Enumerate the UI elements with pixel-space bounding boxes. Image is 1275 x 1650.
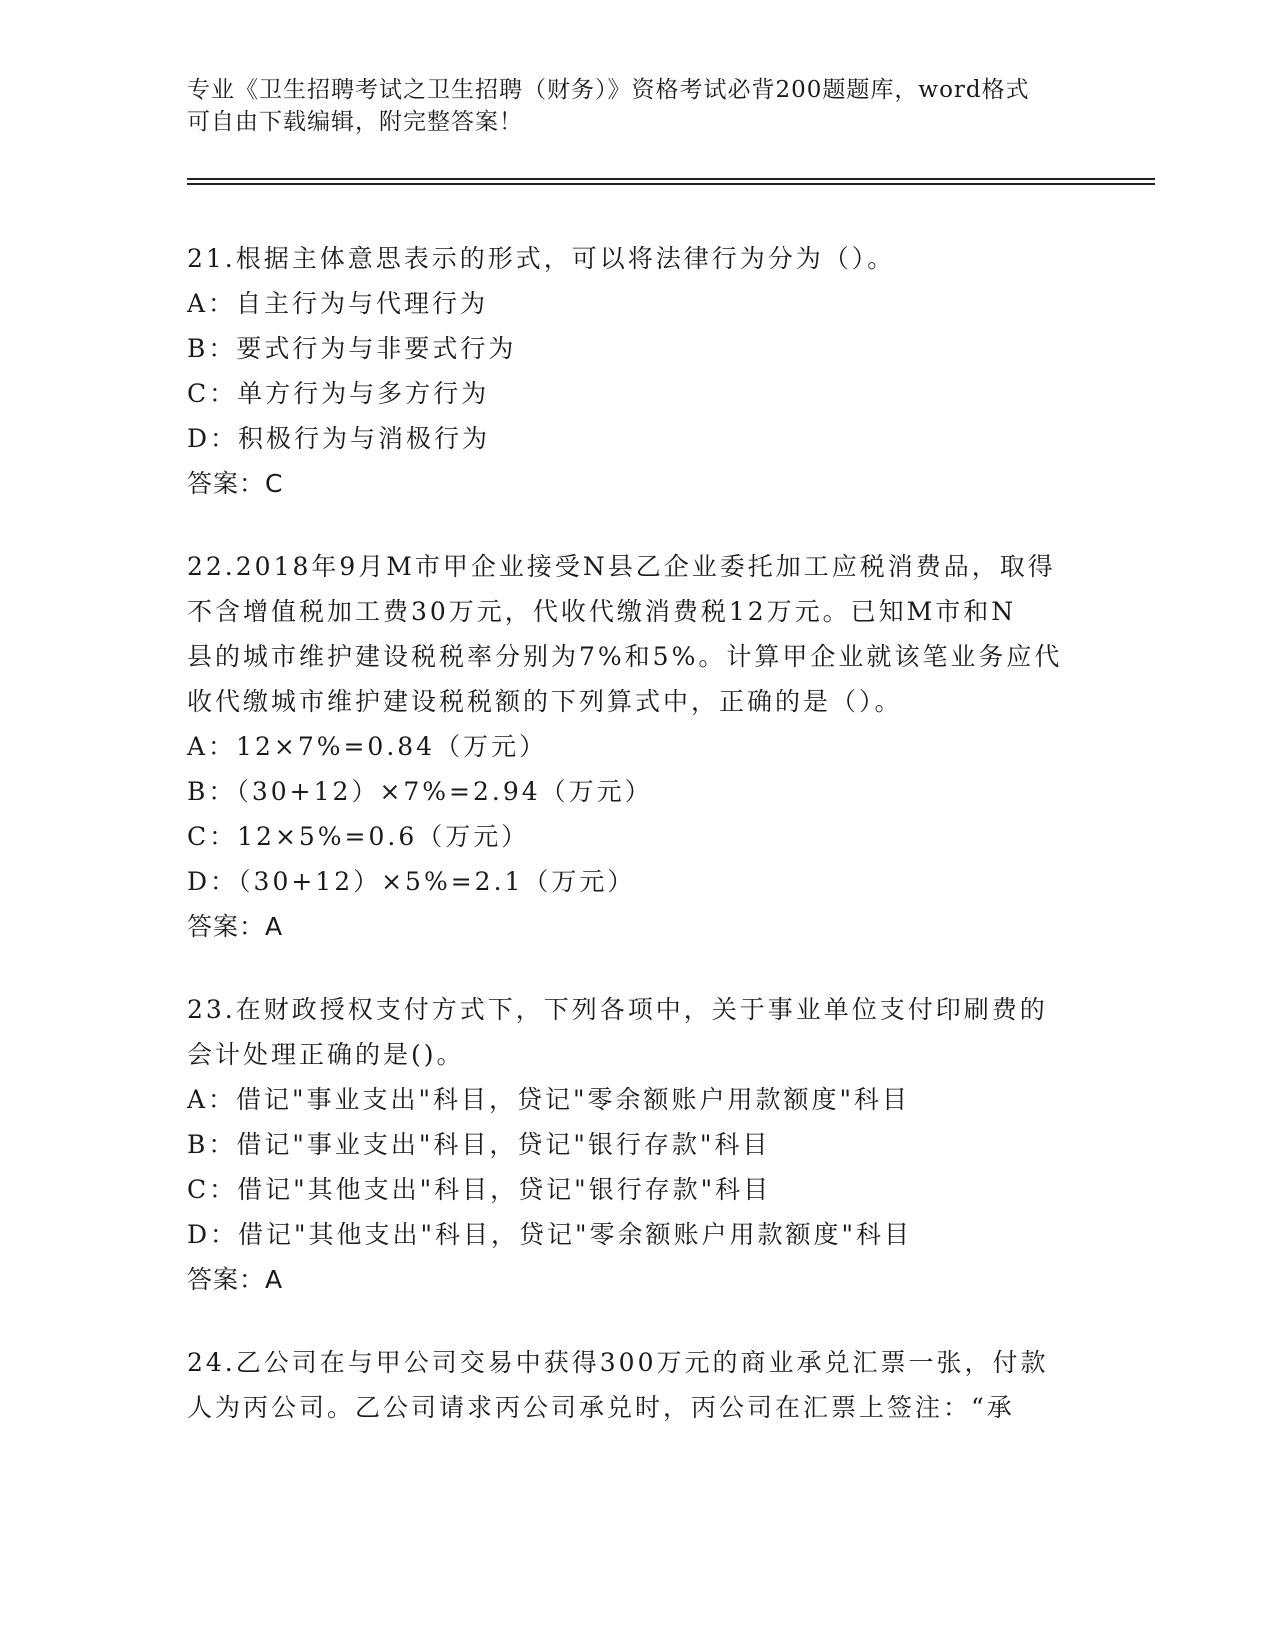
option-c: C：借记"其他支出"科目，贷记"银行存款"科目 <box>187 1175 772 1204</box>
option-d: D：借记"其他支出"科目，贷记"零余额账户用款额度"科目 <box>187 1220 913 1249</box>
header-divider-bottom <box>187 183 1155 185</box>
question-stem-line: 24.乙公司在与甲公司交易中获得300万元的商业承兑汇票一张，付款 <box>187 1348 1049 1377</box>
question-stem-line: 23.在财政授权支付方式下，下列各项中，关于事业单位支付印刷费的 <box>187 995 1048 1024</box>
question-21 <box>187 236 1087 506</box>
question-stem-line: 人为丙公司。乙公司请求丙公司承兑时，丙公司在汇票上签注：“承 <box>187 1393 1015 1422</box>
option-b: B：要式行为与非要式行为 <box>187 334 517 363</box>
question-23 <box>187 987 1087 1302</box>
answer: 答案：C <box>187 469 284 498</box>
document-header <box>187 74 1087 138</box>
answer: 答案：A <box>187 1265 284 1294</box>
option-b: B：借记"事业支出"科目，贷记"银行存款"科目 <box>187 1130 771 1159</box>
header-line-2: 可自由下载编辑，附完整答案！ <box>187 109 523 135</box>
question-24 <box>187 1340 1087 1430</box>
question-list <box>187 236 1087 1468</box>
option-a: A：借记"事业支出"科目，贷记"零余额账户用款额度"科目 <box>187 1085 911 1114</box>
header-divider-top <box>187 178 1155 180</box>
option-d: D：（30+12）×5%=2.1（万元） <box>187 867 636 896</box>
option-a: A：自主行为与代理行为 <box>187 289 489 318</box>
option-c: C：单方行为与多方行为 <box>187 379 490 408</box>
question-stem-line: 不含增值税加工费30万元，代收代缴消费税12万元。已知M市和N <box>187 597 1017 626</box>
answer: 答案：A <box>187 912 284 941</box>
question-stem-line: 21.根据主体意思表示的形式，可以将法律行为分为（）。 <box>187 244 896 273</box>
header-line-1: 专业《卫生招聘考试之卫生招聘（财务）》资格考试必背200题题库，word格式 <box>187 77 1030 103</box>
option-b: B：（30+12）×7%=2.94（万元） <box>187 777 653 806</box>
option-d: D：积极行为与消极行为 <box>187 424 491 453</box>
question-stem-line: 县的城市维护建设税税率分别为7%和5%。计算甲企业就该笔业务应代 <box>187 642 1063 671</box>
question-stem-line: 收代缴城市维护建设税税额的下列算式中，正确的是（）。 <box>187 687 903 716</box>
question-stem-line: 会计处理正确的是()。 <box>187 1040 465 1069</box>
option-a: A：12×7%=0.84（万元） <box>187 732 548 761</box>
question-22 <box>187 544 1087 949</box>
option-c: C：12×5%=0.6（万元） <box>187 822 530 851</box>
question-stem-line: 22.2018年9月M市甲企业接受N县乙企业委托加工应税消费品，取得 <box>187 552 1056 581</box>
